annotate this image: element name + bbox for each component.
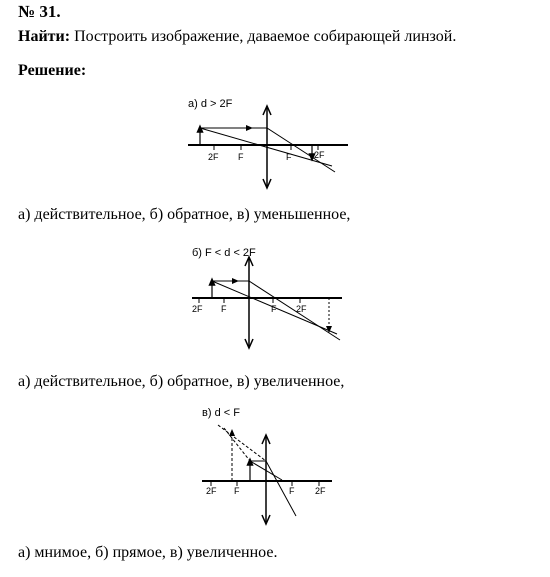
diagram-b-label-2f-right: 2F	[296, 304, 307, 314]
answer-a: а) действительное, б) обратное, в) уменьшенное,	[18, 206, 351, 223]
problem-number: № 31.	[18, 2, 61, 21]
diagram-c-label-f-left: F	[234, 486, 240, 496]
diagram-c-label-2f-right: 2F	[315, 486, 326, 496]
diagram-a-caption: а) d > 2F	[188, 98, 233, 110]
diagram-b-caption: б) F < d < 2F	[192, 247, 256, 259]
diagram-c-virtual-ray-2	[224, 428, 250, 461]
diagram-b-label-f-left: F	[221, 304, 227, 314]
diagram-c-caption: в) d < F	[202, 407, 240, 419]
diagram-b-label-2f-left: 2F	[192, 304, 203, 314]
find-text: Построить изображение, даваемое собирающей линзой.	[74, 28, 457, 45]
diagram-a-label-2f-right: 2F	[314, 150, 325, 160]
diagram-b-label-f-right: F	[271, 304, 277, 314]
diagram-a-label-2f-left: 2F	[208, 152, 219, 162]
diagram-c-virtual-ray-1	[218, 425, 266, 461]
find-label: Найти:	[18, 28, 71, 45]
diagram-a-label-f-right: F	[286, 152, 292, 162]
answer-c: а) мнимое, б) прямое, в) увеличенное.	[18, 544, 278, 561]
diagram-c-label-2f-left: 2F	[206, 486, 217, 496]
diagram-a-label-f-left: F	[238, 152, 244, 162]
diagram-c-label-f-right: F	[289, 486, 295, 496]
answer-b: а) действительное, б) обратное, в) увеличенное,	[18, 373, 345, 390]
solution-label: Решение:	[18, 62, 87, 79]
